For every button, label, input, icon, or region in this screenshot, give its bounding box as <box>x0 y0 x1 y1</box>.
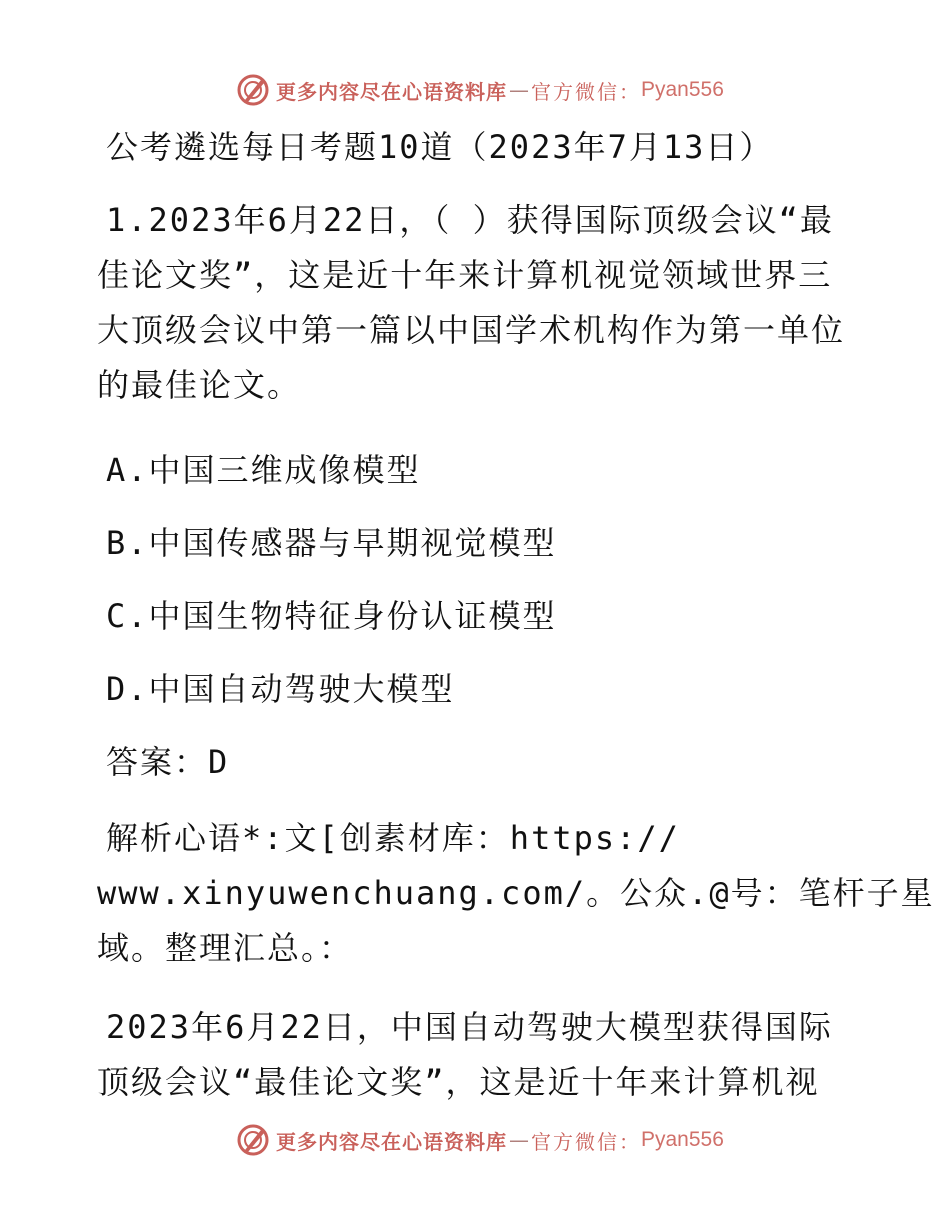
header-banner <box>236 70 724 110</box>
banner-official-label: 官方微信： <box>531 79 641 104</box>
banner-slogan: 更多内容尽在心语资料库 <box>276 1129 507 1154</box>
option-d: D.中国自动驾驶大模型 <box>106 670 455 708</box>
banner-official-label: 官方微信： <box>531 1129 641 1154</box>
banner-wechat-id: Pyan556 <box>641 78 724 101</box>
banner-wechat-id: Pyan556 <box>641 1128 724 1151</box>
brand-logo-icon <box>236 1123 270 1157</box>
question-line: 1.2023年6月22日，（ ）获得国际顶级会议“最 <box>106 201 834 239</box>
question-line: 佳论文奖”，这是近十年来计算机视觉领域世界三 <box>97 256 833 294</box>
explanation-line: 2023年6月22日，中国自动驾驶大模型获得国际 <box>106 1008 833 1046</box>
explanation-text <box>97 1002 857 1112</box>
answer-text: 答案：D <box>106 743 230 781</box>
page-title: 公考遴选每日考题10道（2023年7月13日） <box>106 128 774 166</box>
analysis-line: 解析心语*:文[创素材库：https:// <box>106 819 680 857</box>
banner-slogan: 更多内容尽在心语资料库 <box>276 79 507 104</box>
analysis-line: 域。整理汇总。： <box>97 929 354 967</box>
option-b: B.中国传感器与早期视觉模型 <box>106 524 557 562</box>
explanation-line: 顶级会议“最佳论文奖”，这是近十年来计算机视 <box>97 1063 820 1101</box>
option-a: A.中国三维成像模型 <box>106 451 421 489</box>
footer-banner <box>236 1120 724 1160</box>
option-c: C.中国生物特征身份认证模型 <box>106 597 557 635</box>
brand-logo-icon <box>236 73 270 107</box>
question-line: 大顶级会议中第一篇以中国学术机构作为第一单位 <box>97 311 846 349</box>
banner-dash: — <box>509 78 529 102</box>
question-line: 的最佳论文。 <box>97 366 302 404</box>
analysis-line: www.xinyuwenchuang.com/。公众.@号：笔杆子星 <box>97 874 935 912</box>
banner-dash: — <box>509 1128 529 1152</box>
question-text <box>97 195 857 415</box>
analysis-text <box>97 813 935 978</box>
